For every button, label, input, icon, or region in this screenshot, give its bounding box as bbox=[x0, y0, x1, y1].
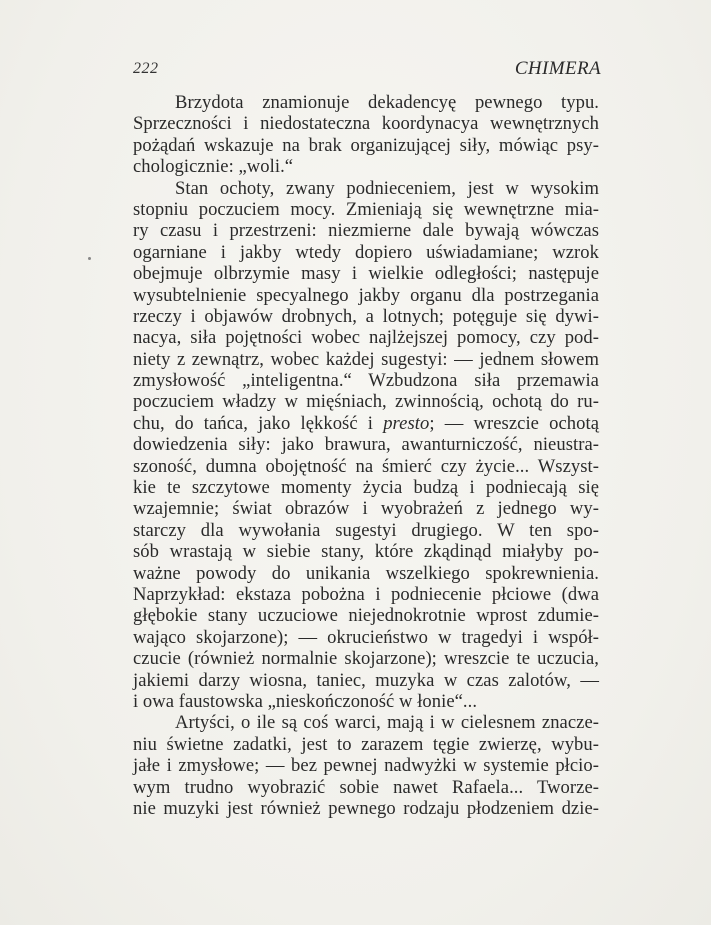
margin-speck bbox=[88, 257, 91, 260]
text-line: Naprzykład: ekstaza pobożna i podniecenie płciowe (dwa bbox=[133, 583, 599, 605]
text-line: wająco skojarzone); — okrucieństwo w tragedyi i współ- bbox=[133, 626, 599, 648]
text-line: głębokie stany uczuciowe niejednokrotnie wprost zdumie- bbox=[133, 605, 599, 627]
running-head-title: CHIMERA bbox=[514, 58, 601, 79]
text-segment: ; — wreszcie ochotą bbox=[429, 412, 599, 434]
text-line: dowiedzenia siły: jako brawura, awanturniczość, nieustra- bbox=[133, 434, 599, 456]
text-line: jałe i zmysłowe; — bez pewnej nadwyżki w systemie płcio- bbox=[133, 755, 599, 777]
text-line: niety z zewnątrz, wobec każdej sugestyi: — jednem słowem bbox=[133, 348, 599, 370]
text-line-with-italic bbox=[133, 413, 599, 434]
text-line: ogarniane i jakby wtedy dopiero uświadamiane; wzrok bbox=[133, 241, 599, 263]
text-line: ważne powody do unikania wszelkiego spokrewnienia. bbox=[133, 562, 599, 584]
page-header bbox=[133, 58, 601, 82]
text-line: Brzydota znamionuje dekadencyę pewnego typu. bbox=[175, 92, 599, 113]
text-line: ry czasu i przestrzeni: niezmierne dale bywają wówczas bbox=[133, 220, 599, 242]
text-line: zmysłowość „inteligentna.“ Wzbudzona siła przemawia bbox=[133, 370, 599, 392]
text-line: obejmuje olbrzymie masy i wielkie odległości; następuje bbox=[133, 263, 599, 285]
text-line: wym trudno wyobrazić sobie nawet Rafaela... Tworze- bbox=[133, 776, 599, 798]
text-line: jakiemi darzy wiosna, taniec, muzyka w czas zalotów, — bbox=[133, 669, 599, 691]
text-line: poczuciem władzy w mięśniach, zwinnością, ochotą do ru- bbox=[133, 391, 599, 413]
text-line: szoność, dumna obojętność na śmierć czy życie... Wszyst- bbox=[133, 455, 599, 477]
text-line: wzajemnie; świat obrazów i wyobrażeń z jednego wy- bbox=[133, 498, 599, 520]
text-line: czucie (również normalnie skojarzone); wreszcie te uczucia, bbox=[133, 648, 599, 670]
text-line: niu świetne zadatki, jest to zarazem tęgie zwierzę, wybu- bbox=[133, 733, 599, 755]
page-number: 222 bbox=[133, 60, 159, 77]
text-line: stopniu poczuciem mocy. Zmieniają się wewnętrzne mia- bbox=[133, 198, 599, 220]
italic-word: presto bbox=[383, 412, 430, 434]
text-line: pożądań wskazuje na brak organizującej siły, mówiąc psy- bbox=[133, 134, 599, 156]
text-segment: chu, do tańca, jako lękkość i bbox=[133, 412, 384, 434]
text-line: nacya, siła pojętności wobec najlżejszej pomocy, czy pod- bbox=[133, 327, 599, 349]
text-line: Sprzeczności i niedostateczna koordynacya wewnętrznych bbox=[133, 113, 599, 135]
text-line: chologicznie: „woli.“ bbox=[133, 156, 294, 178]
text-line: kie te szczytowe momenty życia budzą i podniecają się bbox=[133, 477, 599, 499]
text-line: starczy dla wywołania sugestyi drugiego. W ten spo- bbox=[133, 519, 599, 541]
text-line: i owa faustowska „nieskończoność w łonie“... bbox=[133, 690, 478, 712]
text-line: Stan ochoty, zwany podnieceniem, jest w wysokim bbox=[175, 177, 599, 199]
text-line: sób wrastają w siebie stany, które zkądinąd miałyby po- bbox=[133, 541, 599, 563]
text-line: wysubtelnienie specyalnego jakby organu dla postrzegania bbox=[133, 284, 599, 306]
body-text bbox=[133, 92, 599, 819]
text-line: Artyści, o ile są coś warci, mają i w cielesnem znacze- bbox=[175, 712, 599, 734]
text-line: rzeczy i objawów drobnych, a lotnych; potęguje się dywi- bbox=[133, 305, 599, 327]
text-line: nie muzyki jest również pewnego rodzaju płodzeniem dzie- bbox=[133, 797, 599, 819]
